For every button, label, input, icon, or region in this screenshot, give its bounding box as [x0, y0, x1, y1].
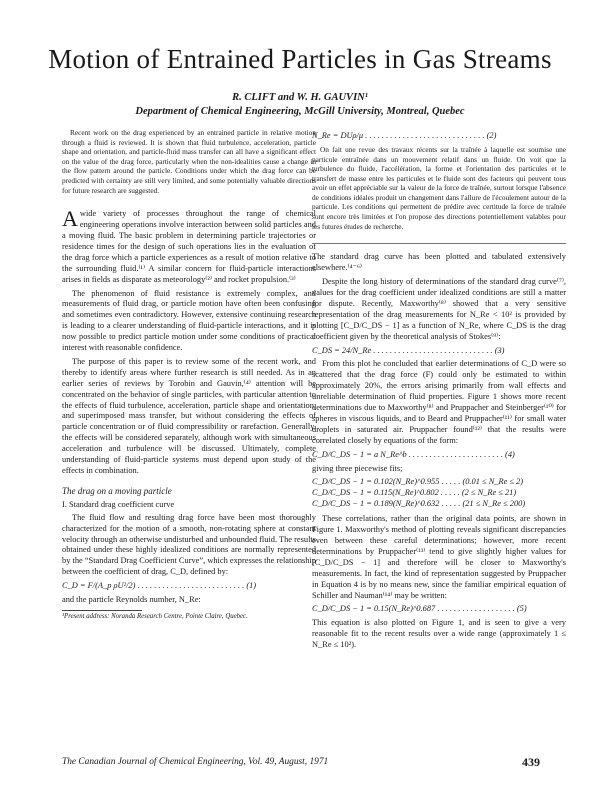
piecewise-fit-2: C_D/C_DS − 1 = 0.115(N_Re)^0.802 . . . . . (2 ≤ N_Re ≤ 21) [312, 488, 517, 498]
page-number: 439 [522, 755, 540, 769]
piecewise-fit-3: C_D/C_DS − 1 = 0.189(N_Re)^0.632 . . . . . (21 ≤ N_Re ≤ 200) [312, 499, 526, 509]
article-title: Motion of Entrained Particles in Gas Streams [48, 44, 552, 74]
footnote-rule [62, 610, 142, 611]
intro-paragraph: Awide variety of processes throughout the range of chemical engineering operations involve interaction between solid particles and a moving fluid. The basic problem in determining particle trajectories or residence times for the design of such operations lies in the evaluation of the drag force which a particle experiences as a result of motion relative to the surrounding fluid.⁽¹⁾ A similar concern for fluid-particle interactions arises in fields as disparate as meteorology⁽²⁾ and rocket propulsion.⁽³⁾ [62, 206, 316, 284]
body-paragraph: These correlations, rather than the original data points, are shown in Figure 1. Maxworthy's method of plotting reveals significant discrepancies even between these careful determinations; however, more recent determinations by Pruppacher⁽¹³⁾ tend to give slightly higher values for [C_D/C_DS − 1] and therefore will be closer to Maxworthy's measurements. In fact, the kind of representation suggested by Pruppacher in Equation 4 is by no means new, since the familiar empirical equation of Schiller and Nauman⁽¹⁴⁾ may be written: [312, 514, 566, 600]
footnote: ¹Present address: Noranda Research Centre, Pointe Claire, Quebec. [62, 612, 248, 620]
piecewise-fit-1: C_D/C_DS − 1 = 0.102(N_Re)^0.955 . . . . . (0.01 ≤ N_Re ≤ 2) [312, 477, 524, 487]
abstract-english: Recent work on the drag experienced by an entrained particle in relative motion through a fluid is reviewed. It is shown that fluid turbulence, acceleration, particle shape and orientation, and particle-fluid mass transfer can all have a significant effect on the value of the drag force, particularly when the non-idealities cause a change in the flow pattern around the particle. Conditions under which the drag force can be predicted with certainty are still very limited, and some potentially valuable directions for future research are suggested. [62, 128, 316, 195]
left-column [62, 128, 316, 621]
body-paragraph: From this plot he concluded that earlier determinations of C_D were so scattered that the drag force (F) could only be estimated to within approximately 20%, the errors arising primarily from wall effects and unreliable determination of fluid properties. Figure 1 shows more recent determinations due to Maxworthy⁽⁸⁾ and Pruppacher and Steinberger⁽¹⁰⁾ for spheres in viscous liquids, and to Beard and Pruppacher⁽¹¹⁾ for small water droplets in saturated air. Pruppacher found⁽¹²⁾ that the results were correlated closely by equations of the form: [312, 359, 566, 445]
abstract-divider [312, 243, 566, 244]
body-paragraph: The phenomenon of fluid resistance is extremely complex, and measurements of fluid drag, or particle motion have often been confusing and sometimes even contradictory. However, extensive continuing research is leading to a clearer understanding of fluid-particle interactions, and it is now possible to predict particle motion under some conditions of practical interest with reasonable confidence. [62, 288, 316, 353]
piecewise-fits [312, 477, 566, 510]
body-paragraph: giving three piecewise fits; [312, 463, 403, 473]
article-authors: R. CLIFT and W. H. GAUVIN¹ [232, 92, 368, 103]
body-paragraph: and the particle Reynolds number, N_Re: [62, 595, 201, 605]
body-paragraph: This equation is also plotted on Figure 1, and is seen to give a very reasonable fit to the recent results over a wide range (approximately 1 ≤ N_Re ≤ 10²). [312, 618, 566, 650]
abstract-french: On fait une revue des travaux récents sur la traînée à laquelle est soumise une particule entraînée dans un mouvement relatif dans un fluide. On voit que la turbulence du fluide, l'accélération, la forme et l'orientation des particules et le transfert de masse entre les particules et le fluide sont des facteurs qui peuvent tous avoir un effet appréciable sur la valeur de la force de traînée, surtout lorsque l'absence de conditions idéales produit un changement dans l'allure de l'écoulement autour de la particule. Les conditions qui permettent de prédire avec certitude la force de traînée sont encore très limitées et l'on propose des directions potentiellement valables pour les futures études de recherche. [312, 144, 566, 231]
body-paragraph: The purpose of this paper is to review some of the recent work, and thereby to identify areas where further research is still needed. As in an earlier series of reviews by Torobin and Gauvin,⁽⁴⁾ attention will be concentrated on the behavior of single particles, with particular attention to the effects of fluid turbulence, acceleration, particle shape and orientation, and superimposed mass transfer, but without considering the effects of particle concentration or of fluid compressibility or rarefaction. Generally, the effects will be considered separately, although work with simultaneous acceleration and turbulence will be discussed. Ultimately, complete understanding of fluid-particle systems must depend upon study of the effects in combination. [62, 356, 316, 475]
article-affiliation: Department of Chemical Engineering, McGill University, Montreal, Quebec [135, 106, 465, 117]
equation-2: N_Re = DUρ/μ . . . . . . . . . . . . . . . . . . . . . . . . . . . . . (2) [312, 131, 497, 140]
equation-1: C_D = F/(A_p ρU²/2) . . . . . . . . . . . . . . . . . . . . . . . . . . (1) [62, 581, 257, 591]
equation-3: C_DS = 24/N_Re . . . . . . . . . . . . . . . . . . . . . . . . . . . . . (3) [312, 345, 505, 355]
journal-footer: The Canadian Journal of Chemical Engineering, Vol. 49, August, 1971 [62, 757, 329, 767]
section-heading: The drag on a moving particle [62, 485, 172, 496]
right-column [312, 128, 566, 654]
subsection-heading: I. Standard drag coefficient curve [62, 499, 175, 509]
body-paragraph: The standard drag curve has been plotted and tabulated extensively elsewhere.⁽⁴⁻⁶⁾ [312, 252, 566, 273]
body-paragraph: The fluid flow and resulting drag force have been most thoroughly characterized for the motion of a smooth, non-rotating sphere at constant velocity through an otherwise undisturbed and unbounded fluid. The results obtained under these highly idealized conditions are normally represented by the “Standard Drag Coefficient Curve”, which expresses the relationship between the coefficient of drag, C_D, defined by: [62, 512, 316, 577]
body-paragraph: Despite the long history of determinations of the standard drag curve⁽⁷⁾, values for the drag coefficient under idealized conditions are still a matter for dispute. Recently, Maxworthy⁽⁸⁾ showed that a very sensitive representation of the drag measurements for N_Re < 10² is provided by plotting [C_D/C_DS − 1] as a function of N_Re, where C_DS is the drag coefficient given by the theoretical analysis of Stokes⁽⁹⁾: [312, 277, 566, 341]
equation-5: C_D/C_DS − 1 = 0.15(N_Re)^0.687 . . . . . . . . . . . . . . . . . . . (5) [312, 604, 527, 614]
equation-4: C_D/C_DS − 1 = a N_Re^b . . . . . . . . . . . . . . . . . . . . . . . (4) [312, 449, 515, 459]
